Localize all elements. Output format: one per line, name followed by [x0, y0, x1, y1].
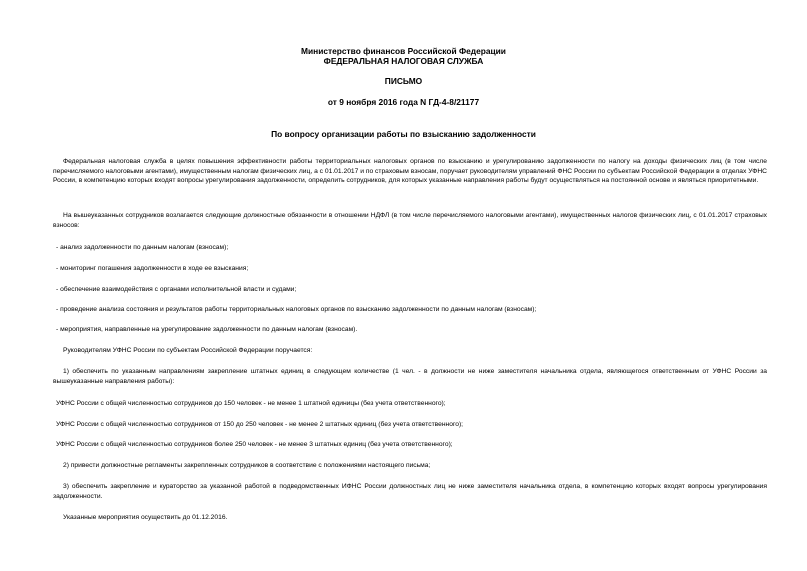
- staffing-item: УФНС России с общей численностью сотрудников более 250 человек - не менее 3 штатных единиц (без учета ответственного);: [56, 441, 453, 448]
- paragraph-duties: На вышеуказанных сотрудников возлагается следующие должностные обязанности в отношении НДФЛ (в том числе перечисляемого налоговыми агентами), имущественных налогов физических лиц, с 01.01.2017 страховых взносов:: [53, 212, 767, 229]
- paragraph-deadline: Указанные мероприятия осуществить до 01.12.2016.: [63, 514, 228, 521]
- paragraph-intro: Федеральная налоговая служба в целях повышения эффективности работы территориальных налоговых органов по взысканию и урегулированию задолженности по налогу на доходы физических лиц (в том числе перечисляемого налоговыми агентами), имущественным налогам физических лиц, а с 01.01.2017 и по страховым взносам, поручает руководителям управлений ФНС России по субъектам Российской Федерации в отделах УФНС России, в компетенцию которых входят вопросы урегулирования задолженности, определить сотрудников, для которых указанные направления работы будут осуществляться на постоянной основе и являться приоритетными.: [53, 158, 767, 185]
- list-item: - анализ задолженности по данным налогам (взносам);: [56, 244, 229, 251]
- paragraph-item-1: 1) обеспечить по указанным направлениям закрепление штатных единиц в следующем количестве (1 чел. - в должности не ниже заместителя начальника отдела, являющегося ответственным от УФНС России за вышеуказанные направления работы):: [53, 368, 767, 385]
- document-type: ПИСЬМО: [384, 76, 423, 86]
- list-item: - мониторинг погашения задолженности в ходе ее взыскания;: [56, 265, 249, 272]
- list-item: - проведение анализа состояния и результатов работы территориальных налоговых органов по взысканию задолженности по данным налогам (взносам);: [56, 306, 537, 313]
- paragraph-item-3: 3) обеспечить закрепление и кураторство за указанной работой в подведомственных ИФНС России должностных лиц не ниже заместителя начальника отдела, в компетенцию которых входят вопросы урегулирования задолженности.: [53, 483, 767, 500]
- staffing-item: УФНС России с общей численностью сотрудников до 150 человек - не менее 1 штатной единицы (без учета ответственного);: [56, 400, 446, 407]
- paragraph-instruction: Руководителям УФНС России по субъектам Российской Федерации поручается:: [63, 347, 313, 354]
- ministry-heading: Министерство финансов Российской Федерации: [301, 46, 506, 56]
- document-reference: от 9 ноября 2016 года N ГД-4-8/21177: [327, 97, 480, 107]
- paragraph-item-2: 2) привести должностные регламенты закрепленных сотрудников в соответствие с положениями настоящего письма;: [63, 462, 431, 469]
- list-item: - обеспечение взаимодействия с органами исполнительной власти и судами;: [56, 286, 297, 293]
- list-item: - мероприятия, направленные на урегулирование задолженности по данным налогам (взносам).: [56, 326, 358, 333]
- service-heading: ФЕДЕРАЛЬНАЯ НАЛОГОВАЯ СЛУЖБА: [323, 56, 484, 66]
- document-subject: По вопросу организации работы по взысканию задолженности: [271, 129, 536, 139]
- staffing-item: УФНС России с общей численностью сотрудников от 150 до 250 человек - не менее 2 штатных единиц (без учета ответственного);: [56, 421, 464, 428]
